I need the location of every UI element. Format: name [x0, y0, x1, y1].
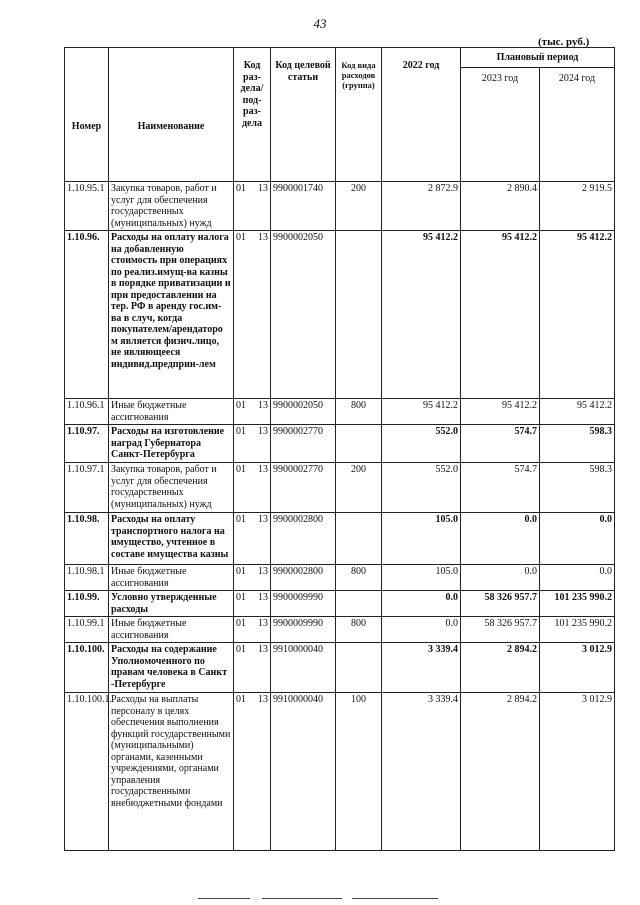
- row-value-2024: 2 919.5: [540, 182, 615, 231]
- row-value-2022: 552.0: [382, 463, 461, 513]
- row-value-2023: 0.0: [461, 565, 540, 591]
- row-value-2024: 0.0: [540, 513, 615, 565]
- row-value-2022: 95 412.2: [382, 231, 461, 399]
- row-expense-type: 200: [336, 182, 382, 231]
- table-row: [65, 513, 615, 565]
- row-subsection: 13: [258, 566, 268, 577]
- table-row: [65, 643, 615, 693]
- table-row: [65, 463, 615, 513]
- row-value-2024: 3 012.9: [540, 693, 615, 851]
- header-planning-period: Плановый период: [461, 48, 615, 68]
- row-value-2022: 0.0: [382, 617, 461, 643]
- header-expense-type: Код вида расходов (группа): [336, 48, 382, 182]
- row-expense-type: 800: [336, 565, 382, 591]
- row-name: Закупка товаров, работ и услуг для обеспечения государственных (муниципальных) нужд: [109, 182, 234, 231]
- row-section-code: [234, 513, 271, 565]
- row-section-code: [234, 399, 271, 425]
- row-subsection: 13: [258, 464, 268, 475]
- row-value-2024: 0.0: [540, 565, 615, 591]
- row-subsection: 13: [258, 426, 268, 437]
- row-target-code: 9900002800: [271, 565, 336, 591]
- row-subsection: 13: [258, 514, 268, 525]
- row-section: 01: [236, 592, 246, 603]
- row-subsection: 13: [258, 232, 268, 243]
- row-section: 01: [236, 644, 246, 655]
- row-name: Иные бюджетные ассигнования: [109, 617, 234, 643]
- row-target-code: 9910000040: [271, 693, 336, 851]
- row-value-2022: 2 872.9: [382, 182, 461, 231]
- row-number: 1.10.97.1: [65, 463, 109, 513]
- row-number: 1.10.100.: [65, 643, 109, 693]
- table-row: [65, 425, 615, 463]
- row-section: 01: [236, 566, 246, 577]
- row-section: 01: [236, 464, 246, 475]
- row-section: 01: [236, 400, 246, 411]
- row-section-code: [234, 693, 271, 851]
- row-value-2023: 95 412.2: [461, 399, 540, 425]
- table-row: [65, 565, 615, 591]
- row-number: 1.10.96.: [65, 231, 109, 399]
- table-row: [65, 693, 615, 851]
- row-target-code: 9900002770: [271, 425, 336, 463]
- row-section-code: [234, 182, 271, 231]
- row-section-code: [234, 425, 271, 463]
- row-value-2022: 0.0: [382, 591, 461, 617]
- row-expense-type: [336, 513, 382, 565]
- footer-rule: [262, 898, 342, 899]
- row-target-code: 9910000040: [271, 643, 336, 693]
- row-expense-type: [336, 591, 382, 617]
- header-year-2024: 2024 год: [540, 68, 615, 182]
- row-section-code: [234, 463, 271, 513]
- row-number: 1.10.98.: [65, 513, 109, 565]
- header-section-code: [234, 48, 271, 182]
- table-row: [65, 182, 615, 231]
- row-section-code: [234, 643, 271, 693]
- row-number: 1.10.96.1: [65, 399, 109, 425]
- row-section-code: [234, 565, 271, 591]
- row-expense-type: 200: [336, 463, 382, 513]
- row-number: 1.10.95.1: [65, 182, 109, 231]
- row-value-2024: 3 012.9: [540, 643, 615, 693]
- row-value-2022: 105.0: [382, 565, 461, 591]
- row-number: 1.10.100.1.: [65, 693, 109, 851]
- row-subsection: 13: [258, 592, 268, 603]
- header-section-code-text: Код раз-дела/ под-раз-дела: [240, 60, 264, 129]
- row-name: Расходы на оплату налога на добавленную стоимость при операциях по реализ.имущ-ва казны в порядке приватизации и при предоставлении на тер. РФ в аренду гос.им-ва в случ, когда покупателем/арендаторо м является физич.лицо, не являющееся индивид.предприн-лем: [109, 231, 234, 399]
- row-value-2023: 574.7: [461, 425, 540, 463]
- row-value-2024: 101 235 990.2: [540, 591, 615, 617]
- row-value-2023: 2 894.2: [461, 693, 540, 851]
- row-name: Закупка товаров, работ и услуг для обеспечения государственных (муниципальных) нужд: [109, 463, 234, 513]
- table-row: [65, 231, 615, 399]
- row-name: Иные бюджетные ассигнования: [109, 399, 234, 425]
- table-row: [65, 617, 615, 643]
- row-target-code: 9900001740: [271, 182, 336, 231]
- row-expense-type: 800: [336, 399, 382, 425]
- table-row: [65, 399, 615, 425]
- row-value-2023: 58 326 957.7: [461, 591, 540, 617]
- row-section-code: [234, 231, 271, 399]
- row-target-code: 9900002800: [271, 513, 336, 565]
- row-target-code: 9900002770: [271, 463, 336, 513]
- row-subsection: 13: [258, 644, 268, 655]
- row-number: 1.10.99.: [65, 591, 109, 617]
- header-name: Наименование: [109, 48, 234, 182]
- row-name: Расходы на изготовление наград Губернатора Санкт-Петербурга: [109, 425, 234, 463]
- row-name: Условно утвержденные расходы: [109, 591, 234, 617]
- row-name: Расходы на содержание Уполномоченного по правам человека в Санкт -Петербурге: [109, 643, 234, 693]
- row-value-2024: 95 412.2: [540, 231, 615, 399]
- row-value-2024: 95 412.2: [540, 399, 615, 425]
- table-row: [65, 591, 615, 617]
- row-expense-type: [336, 643, 382, 693]
- row-subsection: 13: [258, 400, 268, 411]
- row-section-code: [234, 591, 271, 617]
- row-section-code: [234, 617, 271, 643]
- row-expense-type: [336, 425, 382, 463]
- row-subsection: 13: [258, 618, 268, 629]
- row-name: Иные бюджетные ассигнования: [109, 565, 234, 591]
- row-expense-type: 800: [336, 617, 382, 643]
- page-number: 43: [313, 16, 327, 31]
- row-name: Расходы на выплаты персоналу в целях обеспечения выполнения функций государственными (муниципальными) органами, казенными учреждениями, органами управления государственными внебюджетными фондами: [109, 693, 234, 851]
- row-section: 01: [236, 514, 246, 525]
- row-section: 01: [236, 426, 246, 437]
- row-name: Расходы на оплату транспортного налога на имущество, учтенное в составе имущества казны: [109, 513, 234, 565]
- row-value-2022: 552.0: [382, 425, 461, 463]
- row-expense-type: 100: [336, 693, 382, 851]
- row-subsection: 13: [258, 183, 268, 194]
- row-number: 1.10.97.: [65, 425, 109, 463]
- units-label: (тыс. руб.): [538, 36, 590, 48]
- budget-table: [64, 47, 615, 851]
- row-section: 01: [236, 232, 246, 243]
- row-value-2024: 598.3: [540, 425, 615, 463]
- row-value-2024: 101 235 990.2: [540, 617, 615, 643]
- header-number: Номер: [65, 48, 109, 182]
- row-number: 1.10.98.1: [65, 565, 109, 591]
- row-value-2023: 95 412.2: [461, 231, 540, 399]
- row-value-2023: 2 894.2: [461, 643, 540, 693]
- row-value-2023: 2 890.4: [461, 182, 540, 231]
- row-expense-type: [336, 231, 382, 399]
- row-section: 01: [236, 183, 246, 194]
- header-year-2023: 2023 год: [461, 68, 540, 182]
- row-number: 1.10.99.1: [65, 617, 109, 643]
- row-value-2022: 3 339.4: [382, 643, 461, 693]
- footer-rule: [198, 898, 250, 899]
- row-target-code: 9900002050: [271, 399, 336, 425]
- footer-rule: [352, 898, 438, 899]
- header-target-code: Код целевой статьи: [271, 48, 336, 182]
- header-year-2022: 2022 год: [382, 48, 461, 182]
- row-value-2022: 95 412.2: [382, 399, 461, 425]
- row-target-code: 9900002050: [271, 231, 336, 399]
- row-value-2024: 598.3: [540, 463, 615, 513]
- row-value-2022: 3 339.4: [382, 693, 461, 851]
- row-target-code: 9900009990: [271, 617, 336, 643]
- row-section: 01: [236, 618, 246, 629]
- row-value-2022: 105.0: [382, 513, 461, 565]
- row-value-2023: 0.0: [461, 513, 540, 565]
- row-subsection: 13: [258, 694, 268, 705]
- row-section: 01: [236, 694, 246, 705]
- row-target-code: 9900009990: [271, 591, 336, 617]
- row-value-2023: 574.7: [461, 463, 540, 513]
- row-value-2023: 58 326 957.7: [461, 617, 540, 643]
